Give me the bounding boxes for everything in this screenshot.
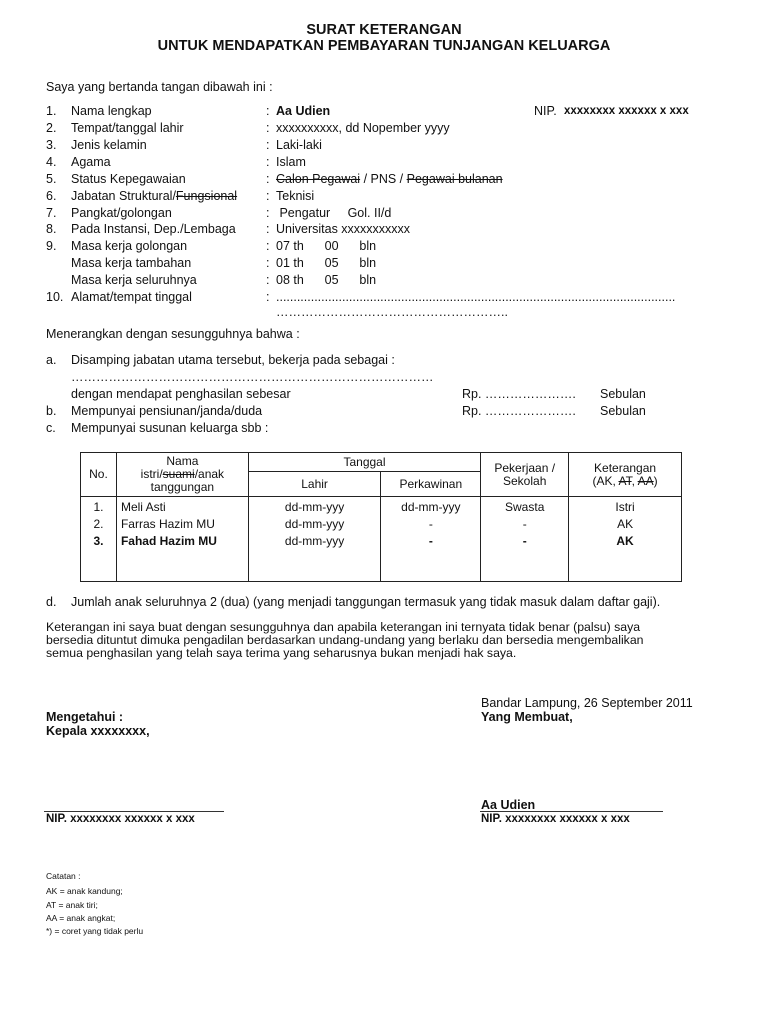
field-num: 9.: [46, 239, 57, 253]
field-num: 2.: [46, 121, 57, 135]
cell-lahir-3: dd-mm-yyy: [284, 534, 345, 549]
field-num: 5.: [46, 172, 57, 186]
item-b-sebulan: Sebulan: [600, 404, 646, 418]
header-nama: [116, 453, 248, 497]
family-table: [80, 452, 682, 582]
mengetahui-label: Mengetahui :: [46, 710, 124, 724]
cell-kerja-2: -: [522, 517, 527, 532]
field-colon: :: [266, 138, 270, 152]
col-no: [85, 499, 112, 550]
field-label: Status Kepegawaian: [71, 172, 186, 186]
item-c-num: c.: [46, 421, 56, 435]
field-label: Pada Instansi, Dep./Lembaga: [71, 222, 236, 236]
signature-line-left: [44, 811, 224, 812]
field-label: Nama lengkap: [71, 104, 152, 118]
header-ket-sep: ,: [631, 473, 638, 488]
item-b-text: Mempunyai pensiunan/janda/duda: [71, 404, 263, 418]
header-ket-close: ): [653, 473, 658, 488]
field-colon: :: [266, 121, 270, 135]
cell-nama-1: Meli Asti: [120, 500, 166, 515]
header-ket-a: (AK,: [592, 473, 619, 488]
field-colon: :: [266, 222, 270, 236]
field-num: 6.: [46, 189, 57, 203]
table-header-row: [81, 453, 682, 472]
header-keterangan-1: Keterangan: [594, 460, 657, 475]
field-colon: :: [266, 239, 270, 253]
header-nama-2c: /anak: [194, 467, 225, 482]
status-struck-1: Calon Pegawai: [276, 172, 361, 186]
item-d-text: Jumlah anak seluruhnya 2 (dua) (yang menjadi tanggungan termasuk yang tidak masuk dalam daftar gaji).: [71, 595, 661, 609]
item-a-dots: ……………………………………………………………………………: [71, 370, 434, 384]
catatan-aa: AA = anak angkat;: [46, 913, 116, 923]
field-value: [276, 172, 503, 186]
header-pekerjaan-1: Pekerjaan /: [494, 460, 556, 475]
title-line-2: UNTUK MENDAPATKAN PEMBAYARAN TUNJANGAN KELUARGA: [157, 38, 611, 54]
field-colon: :: [266, 172, 270, 186]
cell-kerja-1: Swasta: [505, 500, 545, 515]
field-label: Masa kerja tambahan: [71, 256, 192, 270]
header-nama-1: Nama: [166, 454, 199, 469]
item-b-num: b.: [46, 404, 57, 418]
item-a-text: Disamping jabatan utama tersebut, bekerja pada sebagai :: [71, 353, 395, 367]
field-label: Masa kerja seluruhnya: [71, 273, 197, 287]
status-struck-2: Pegawai bulanan: [406, 172, 503, 186]
header-keterangan: [569, 453, 682, 497]
place-date: Bandar Lampung, 26 September 2011: [481, 696, 693, 710]
status-mid: / PNS /: [360, 172, 407, 186]
closing-line-1: Keterangan ini saya buat dengan sesungguhnya dan apabila keterangan ini ternyata tidak benar (palsu) saya: [46, 620, 641, 634]
field-value: 08 th 05 bln: [276, 273, 377, 287]
field-value-name: Aa Udien: [276, 104, 331, 118]
header-pekerjaan: [481, 453, 569, 497]
field-label: Pangkat/golongan: [71, 206, 172, 220]
item-a-rp: Rp. ………………….: [462, 387, 576, 401]
cell-ket-3: AK: [616, 534, 634, 549]
item-b-rp: Rp. ………………….: [462, 404, 576, 418]
declare-text: Menerangkan dengan sesungguhnya bahwa :: [46, 327, 300, 341]
item-a-income: dengan mendapat penghasilan sebesar: [71, 387, 291, 401]
cell-kerja-3: -: [522, 534, 527, 549]
header-ket-at: AT: [618, 473, 632, 488]
field-colon: :: [266, 206, 270, 220]
header-nama-2b: suami: [162, 467, 195, 482]
cell-lahir-2: dd-mm-yyy: [284, 517, 345, 532]
nip-right: NIP. xxxxxxxx xxxxxx x xxx: [481, 813, 630, 825]
field-value: 07 th 00 bln: [276, 239, 377, 253]
header-no: No.: [81, 453, 117, 497]
cell-kawin-3: -: [428, 534, 433, 549]
field-colon: :: [266, 273, 270, 287]
nip-value: xxxxxxxx xxxxxx x xxx: [564, 105, 689, 117]
field-label: Agama: [71, 155, 111, 169]
header-lahir: Lahir: [248, 472, 381, 497]
header-tanggal: Tanggal: [248, 453, 480, 472]
signature-line-right: [480, 811, 663, 812]
field-value: 01 th 05 bln: [276, 256, 377, 270]
cell-lahir-1: dd-mm-yyy: [284, 500, 345, 515]
closing-line-2: bersedia dituntut dimuka pengadilan berdasarkan undang-undang yang berlaku dan bersedia mengembalikan: [46, 633, 644, 647]
field-value: Universitas xxxxxxxxxxx: [276, 222, 411, 236]
field-label: Jenis kelamin: [71, 138, 147, 152]
col-pekerjaan: [485, 499, 564, 550]
field-num: 10.: [46, 290, 64, 304]
field-label: [71, 189, 237, 203]
field-value: Pengatur Gol. II/d: [276, 206, 392, 220]
field-value: Laki-laki: [276, 138, 322, 152]
field-value: Teknisi: [276, 189, 315, 203]
item-a-num: a.: [46, 353, 57, 367]
field-label: Alamat/tempat tinggal: [71, 290, 192, 304]
col-nama: [121, 499, 244, 550]
item-a-sebulan: Sebulan: [600, 387, 646, 401]
cell-ket-1: Istri: [615, 500, 635, 515]
table-body-row: [81, 497, 682, 582]
cell-kawin-1: dd-mm-yyy: [401, 500, 461, 515]
field-value: Islam: [276, 155, 306, 169]
header-ket-aa: AA: [637, 473, 654, 488]
cell-no-1: 1.: [93, 500, 104, 515]
field-num: 3.: [46, 138, 57, 152]
cell-nama-2: Farras Hazim MU: [120, 517, 215, 532]
header-nama-2a: istri/: [140, 467, 163, 482]
catatan-title: Catatan :: [46, 871, 81, 881]
nip-left: NIP. xxxxxxxx xxxxxx x xxx: [46, 813, 195, 825]
field-value: xxxxxxxxxx, dd Nopember yyyy: [276, 121, 450, 135]
catatan-ak: AK = anak kandung;: [46, 886, 123, 896]
catatan-coret: *) = coret yang tidak perlu: [46, 926, 144, 936]
label-pre: Jabatan Struktural/: [71, 189, 176, 203]
signer-name: Aa Udien: [481, 798, 536, 812]
col-perkawinan: [385, 499, 476, 550]
cell-ket-2: AK: [617, 517, 634, 532]
field-colon: :: [266, 290, 270, 304]
field-num: 8.: [46, 222, 57, 236]
label-struck: Fungsional: [175, 189, 238, 203]
field-colon: :: [266, 256, 270, 270]
field-num: 4.: [46, 155, 57, 169]
header-perkawinan: Perkawinan: [381, 472, 481, 497]
field-label: Tempat/tanggal lahir: [71, 121, 184, 135]
intro-text: Saya yang bertanda tangan dibawah ini :: [46, 80, 273, 94]
cell-no-3: 3.: [93, 534, 104, 549]
header-pekerjaan-2: Sekolah: [503, 473, 547, 488]
header-nama-3: tanggungan: [150, 480, 215, 495]
field-num: 7.: [46, 206, 57, 220]
closing-line-3: semua penghasilan yang telah saya terima yang seharusnya bukan menjadi hak saya.: [46, 646, 517, 660]
cell-no-2: 2.: [93, 517, 104, 532]
col-keterangan: [573, 499, 677, 550]
field-colon: :: [266, 189, 270, 203]
item-d-num: d.: [46, 595, 57, 609]
catatan-at: AT = anak tiri;: [46, 900, 98, 910]
kepala-label: Kepala xxxxxxxx,: [46, 724, 150, 738]
title-line-1: SURAT KETERANGAN: [306, 22, 462, 38]
cell-kawin-2: -: [428, 517, 433, 532]
field-colon: :: [266, 155, 270, 169]
yang-membuat-label: Yang Membuat,: [481, 710, 573, 724]
field-num: 1.: [46, 104, 57, 118]
address-dots-1: ...................................................................................................................: [276, 290, 676, 304]
item-c-text: Mempunyai susunan keluarga sbb :: [71, 421, 269, 435]
address-dots-2: ………………………………………………..: [276, 305, 508, 319]
cell-nama-3: Fahad Hazim MU: [120, 534, 217, 549]
field-colon: :: [266, 104, 270, 118]
col-lahir: [253, 499, 377, 550]
field-label: Masa kerja golongan: [71, 239, 188, 253]
nip-label: NIP.: [534, 104, 557, 118]
